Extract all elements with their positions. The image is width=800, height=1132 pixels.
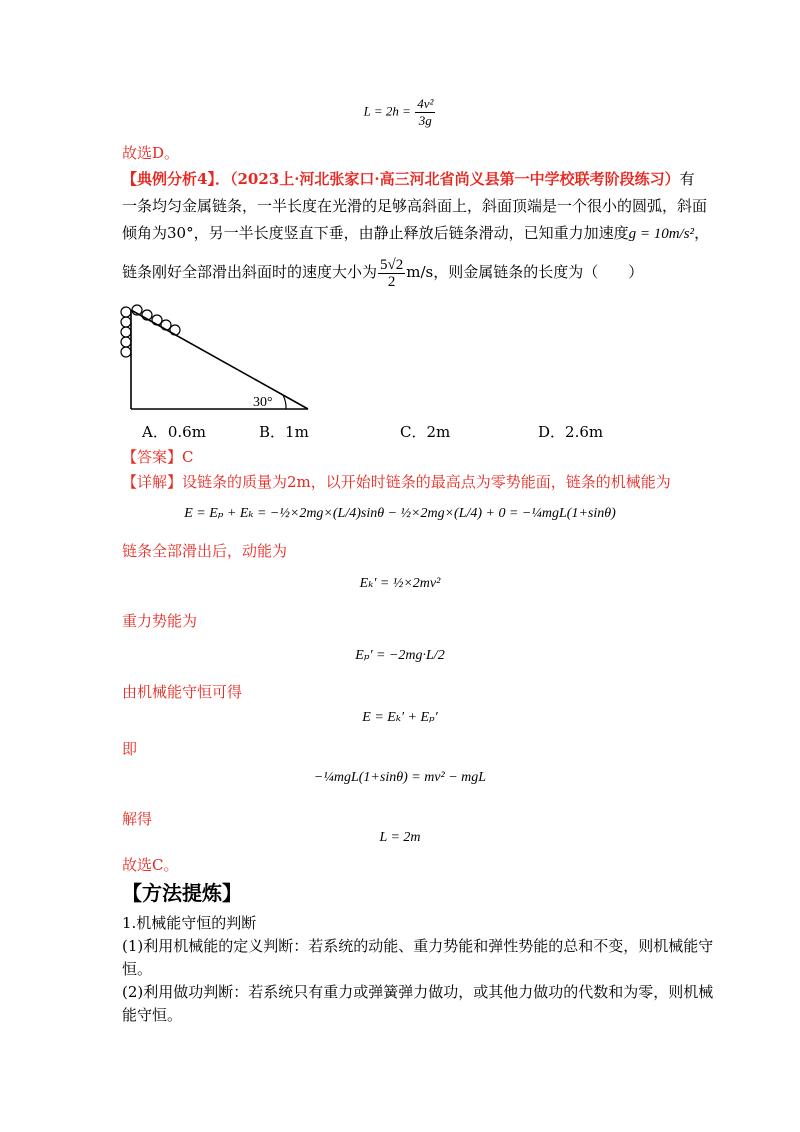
example-line4-text: 链条刚好全部滑出斜面时的速度大小为 [122, 263, 378, 281]
angle-label: 30° [253, 395, 273, 410]
equation-5: −¼mgL(1+sinθ) = mv² − mgL [313, 770, 487, 785]
method-p2b: 恒。 [122, 960, 153, 978]
chain-link [170, 325, 180, 335]
example-source: （2023上·河北张家口·高三河北省尚义县第一中学校联考阶段练习） [229, 170, 680, 188]
option-c[interactable]: C．2m [400, 423, 451, 441]
equation-1: E = Eₚ + Eₖ = −½×2mg×(L/4)sinθ − ½×2mg×(L/4) + 0 = −¼mgL(1+sinθ) [184, 506, 616, 521]
answer-line [122, 446, 194, 468]
final-answer: 故选C。 [122, 856, 179, 874]
example-line4-end: m/s，则金属链条的长度为（ ） [406, 263, 644, 281]
option-b[interactable]: B．1m [259, 423, 309, 441]
solution-intro-line [122, 471, 671, 493]
top-formula-numerator: 4v² [417, 96, 434, 111]
answer-value: C [182, 448, 194, 466]
chain-link [121, 337, 131, 347]
solution-tag: 【详解】 [122, 473, 183, 491]
chain-link [121, 347, 131, 357]
method-p2a: (1)利用机械能的定义判断：若系统的动能、重力势能和弹性势能的总和不变，则机械能守 [122, 937, 714, 955]
solution-step-5: 即 [122, 740, 138, 758]
example-line3-text: 倾角为30°，另一半长度竖直下垂，由静止释放后链条滑动，已知重力加速度 [122, 224, 629, 242]
example-line-3 [122, 222, 709, 245]
method-p3b: 能守恒。 [122, 1006, 183, 1024]
solution-step-6: 解得 [122, 810, 153, 828]
chain-link [121, 327, 131, 337]
equation-2: Eₖ′ = ½×2mv² [359, 576, 441, 591]
example-line-1 [122, 168, 695, 190]
answer-tag: 【答案】 [122, 448, 183, 466]
solution-step-3: 重力势能为 [122, 612, 198, 630]
example-line-2: 一条均匀金属链条，一半长度在光滑的足够高斜面上，斜面顶端是一个很小的圆弧，斜面 [122, 197, 708, 215]
chain-links [121, 305, 180, 357]
solution-step-2: 链条全部滑出后，动能为 [122, 542, 288, 560]
example-line-4 [122, 254, 643, 290]
chain-link [161, 320, 171, 330]
method-p1: 1.机械能守恒的判断 [122, 914, 257, 932]
solution-intro: 设链条的质量为2m，以开始时链条的最高点为零势能面，链条的机械能为 [182, 473, 671, 491]
example-line1-end: 有 [679, 170, 695, 188]
solution-step-4: 由机械能守恒可得 [122, 683, 243, 701]
example-line3-punct: ， [694, 224, 710, 242]
chain-link [121, 307, 131, 317]
speed-denominator: 2 [387, 273, 396, 290]
method-heading: 【方法提炼】 [122, 881, 242, 905]
speed-numerator: 5√2 [380, 256, 404, 273]
gravity-value: g = 10m/s² [628, 226, 695, 242]
equation-6: L = 2m [379, 830, 421, 845]
top-formula-lhs: L = 2h = [363, 103, 411, 119]
incline-figure [115, 302, 315, 414]
chain-link [121, 317, 131, 327]
chain-link [152, 315, 162, 325]
method-p3a: (2)利用做功判断：若系统只有重力或弹簧弹力做功，或其他力做功的代数和为零，则机械 [122, 983, 714, 1001]
option-a[interactable]: A．0.6m [142, 423, 206, 441]
option-d[interactable]: D．2.6m [538, 423, 604, 441]
equation-4: E = Eₖ′ + Eₚ′ [362, 710, 438, 725]
equation-3: Eₚ′ = −2mg·L/2 [355, 648, 445, 663]
previous-answer: 故选D。 [122, 144, 180, 162]
top-formula [0, 96, 800, 129]
example-tag: 【典例分析4】． [122, 170, 230, 188]
top-formula-denominator: 3g [418, 113, 432, 128]
